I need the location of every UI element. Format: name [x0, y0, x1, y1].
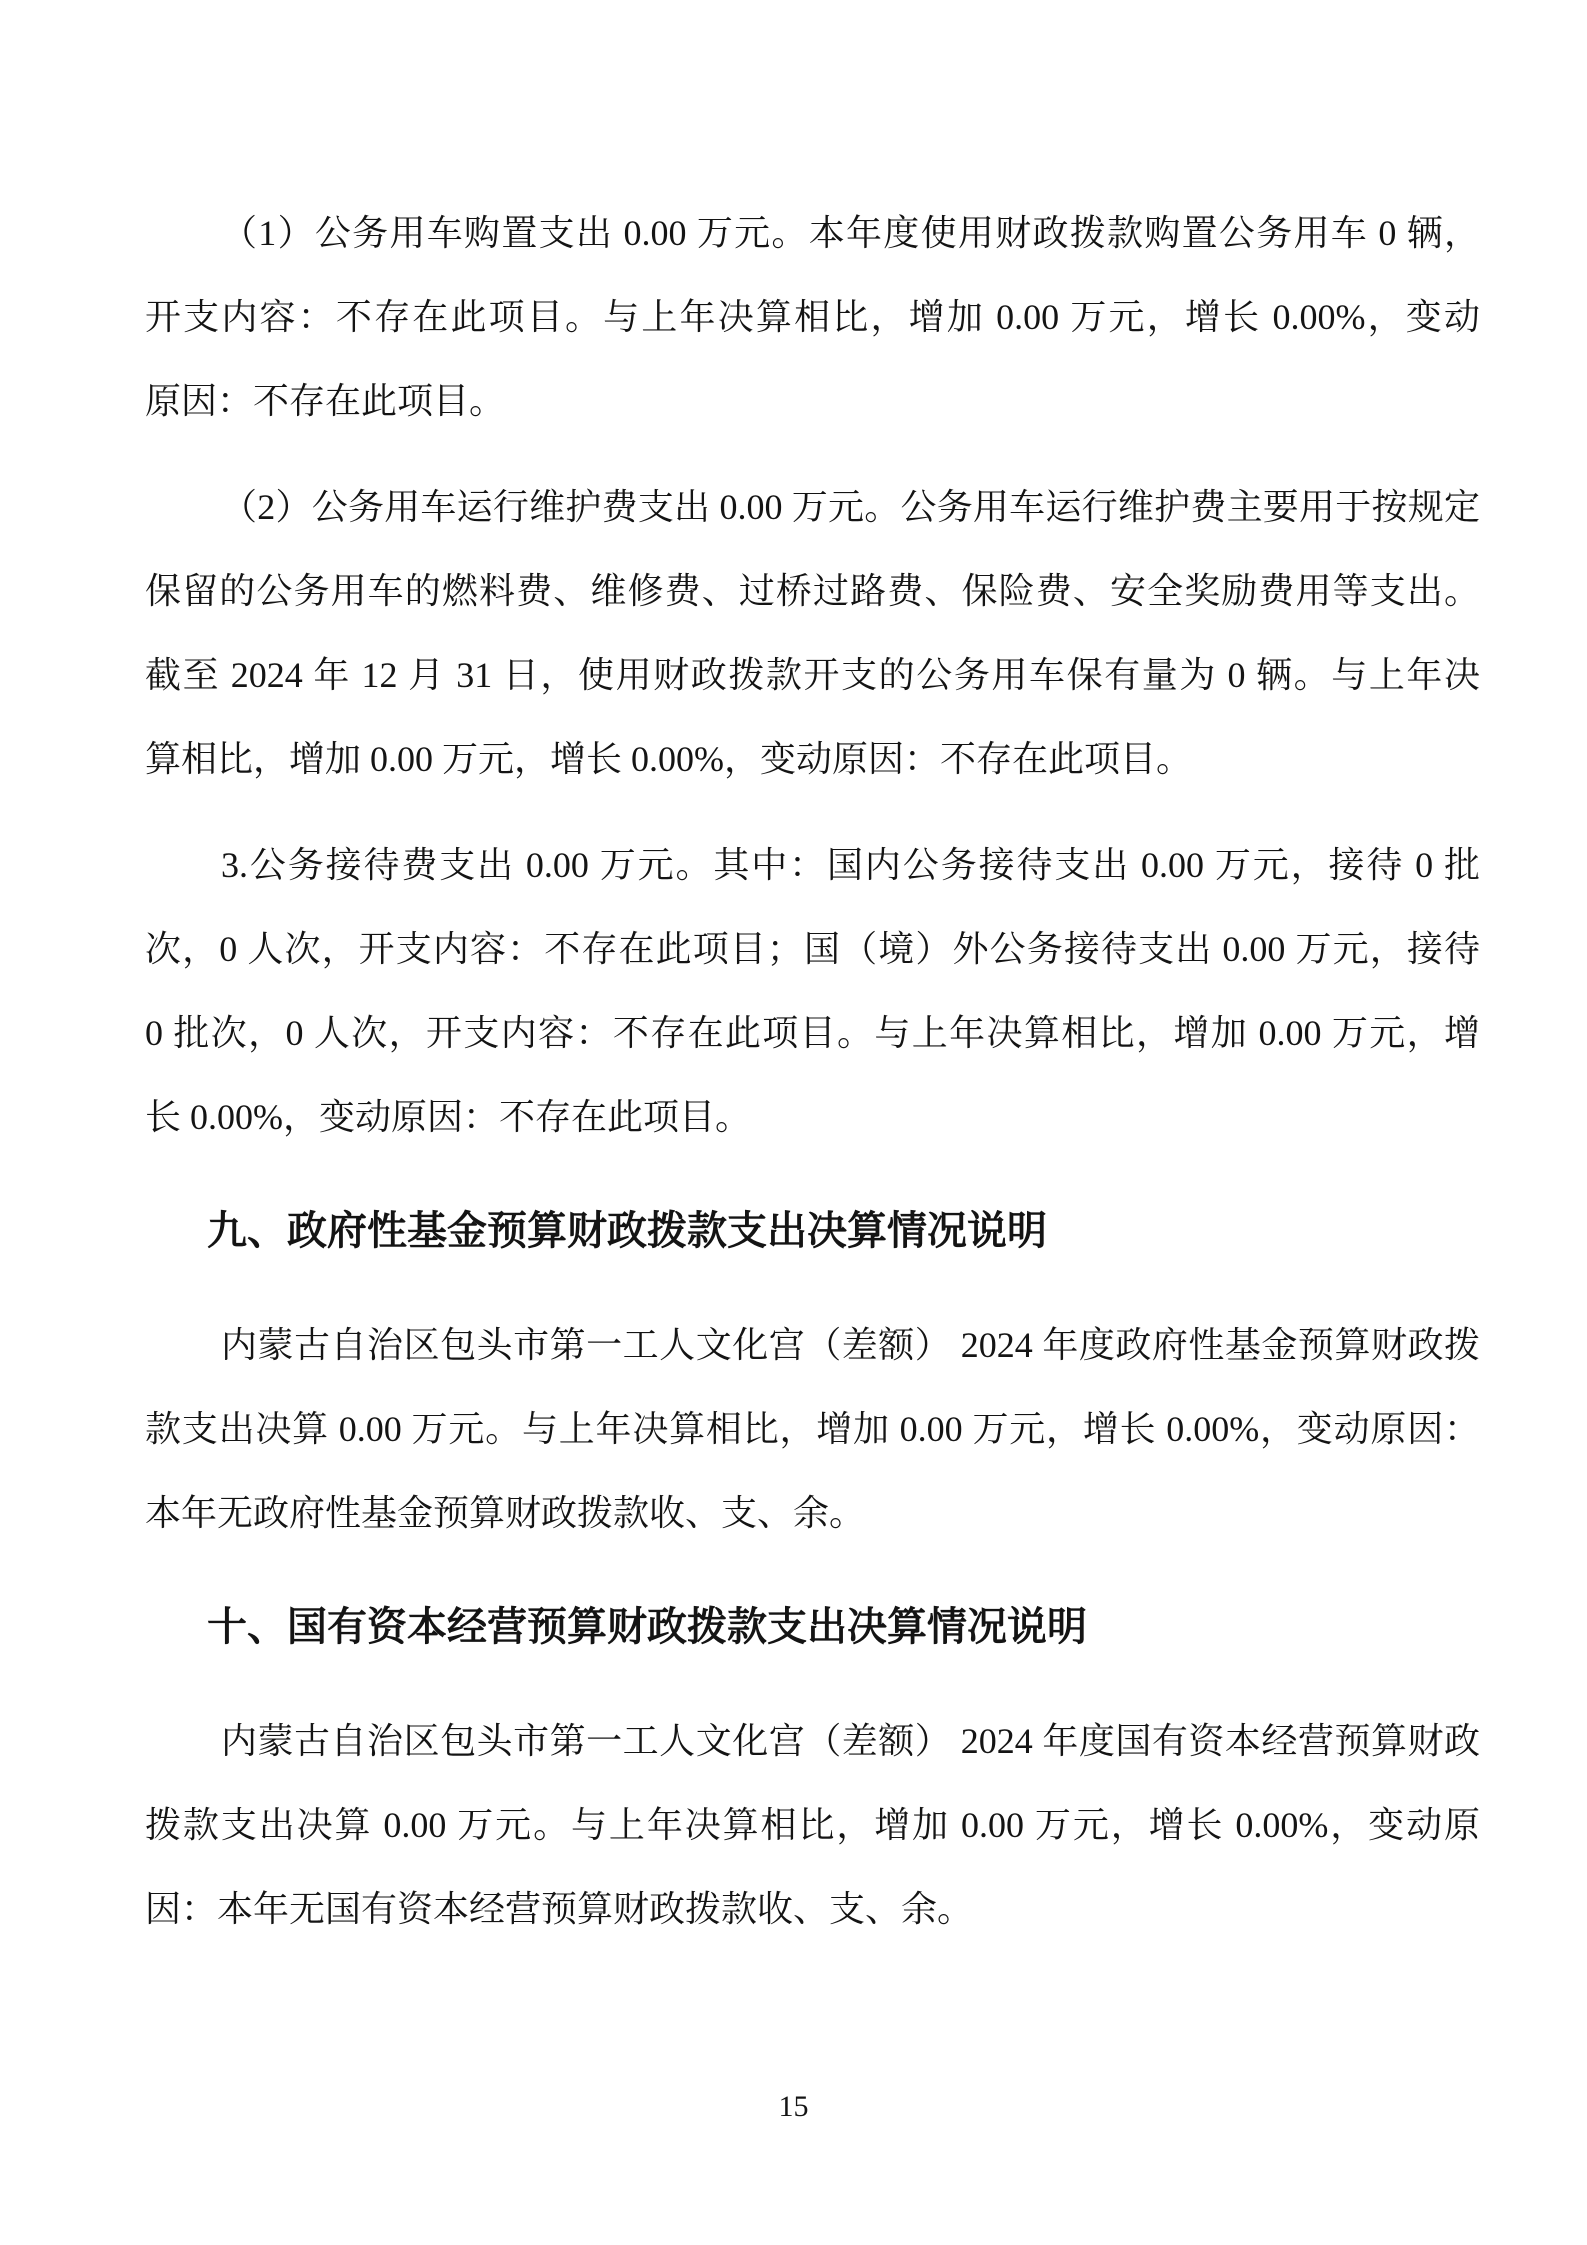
text-line: 款支出决算 0.00 万元。与上年决算相比，增加 0.00 万元，增长 0.00%，变动原因：	[145, 1409, 1480, 1449]
text-line: （2）公务用车运行维护费支出 0.00 万元。公务用车运行维护费主要用于按规定	[221, 487, 1480, 527]
text-line: 拨款支出决算 0.00 万元。与上年决算相比，增加 0.00 万元，增长 0.00%，变动原	[145, 1805, 1480, 1845]
paragraph-official-vehicle-purchase	[145, 191, 1480, 443]
text-line: 0 批次，0 人次，开支内容：不存在此项目。与上年决算相比，增加 0.00 万元，增	[145, 1013, 1480, 1053]
text-line: 算相比，增加 0.00 万元，增长 0.00%，变动原因：不存在此项目。	[145, 739, 1192, 779]
text-line: 本年无政府性基金预算财政拨款收、支、余。	[145, 1493, 866, 1533]
text-line: 长 0.00%，变动原因：不存在此项目。	[145, 1097, 751, 1137]
text-line: 截至 2024 年 12 月 31 日，使用财政拨款开支的公务用车保有量为 0 辆。与上年决	[145, 655, 1480, 695]
section-heading-10: 十、国有资本经营预算财政拨款支出决算情况说明	[207, 1605, 1087, 1649]
section-heading-9: 九、政府性基金预算财政拨款支出决算情况说明	[207, 1209, 1047, 1253]
text-line: 内蒙古自治区包头市第一工人文化宫（差额） 2024 年度国有资本经营预算财政	[221, 1721, 1480, 1761]
paragraph-state-capital-budget	[145, 1699, 1480, 1951]
paragraph-gov-fund-budget	[145, 1303, 1480, 1555]
text-line: 因：本年无国有资本经营预算财政拨款收、支、余。	[145, 1889, 974, 1929]
text-line: 次，0 人次，开支内容：不存在此项目；国（境）外公务接待支出 0.00 万元，接待	[145, 929, 1480, 969]
paragraph-official-vehicle-maintenance	[145, 465, 1480, 801]
text-line: 开支内容：不存在此项目。与上年决算相比，增加 0.00 万元，增长 0.00%，变动	[145, 297, 1480, 337]
text-line: 原因：不存在此项目。	[145, 381, 506, 421]
text-line: 保留的公务用车的燃料费、维修费、过桥过路费、保险费、安全奖励费用等支出。	[145, 571, 1480, 611]
paragraph-official-reception	[145, 823, 1480, 1159]
text-line: 内蒙古自治区包头市第一工人文化宫（差额） 2024 年度政府性基金预算财政拨	[221, 1325, 1480, 1365]
document-content	[145, 191, 1480, 1973]
page-number: 15	[778, 2090, 809, 2123]
text-line: 3.公务接待费支出 0.00 万元。其中：国内公务接待支出 0.00 万元，接待 0 批	[221, 845, 1480, 885]
text-line: （1）公务用车购置支出 0.00 万元。本年度使用财政拨款购置公务用车 0 辆，	[221, 213, 1480, 253]
